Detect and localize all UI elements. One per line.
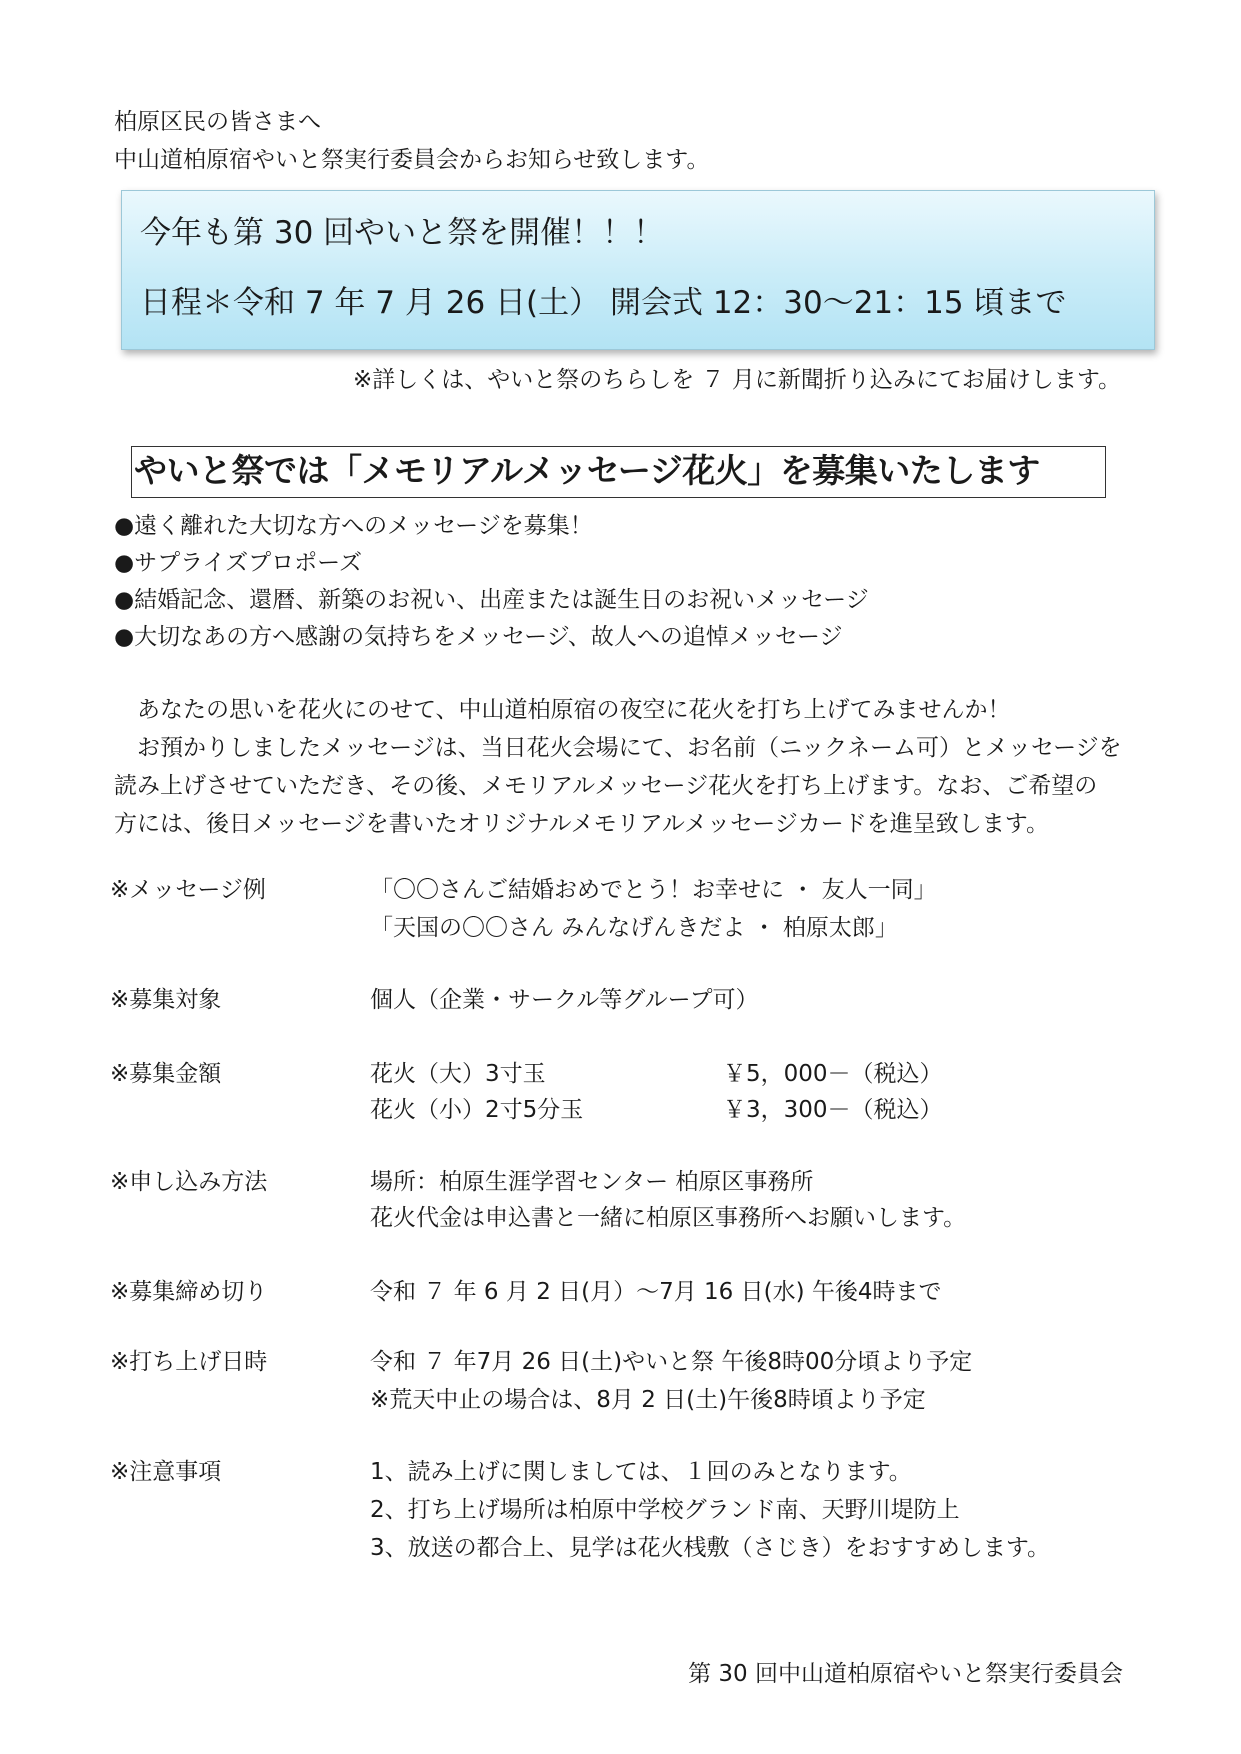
bullet-item: ●遠く離れた大切な方へのメッセージを募集！ bbox=[114, 513, 593, 539]
example-line-2: 「天国の〇〇さん みんなげんきだよ ・ 柏原太郎」 bbox=[370, 915, 898, 941]
apply-label: ※申し込み方法 bbox=[110, 1169, 268, 1195]
fee-item-large: 花火（大）3寸玉 bbox=[370, 1061, 546, 1087]
example-label: ※メッセージ例 bbox=[110, 877, 266, 903]
bullet-item: ●大切なあの方へ感謝の気持ちをメッセージ、故人への追悼メッセージ bbox=[114, 624, 843, 650]
event-banner bbox=[121, 190, 1155, 350]
notes-label: ※注意事項 bbox=[110, 1459, 222, 1485]
body-paragraph-line: お預かりしましたメッセージは、当日花火会場にて、お名前（ニックネーム可）とメッセージを bbox=[114, 735, 1122, 761]
notes-line-2: 2、打ち上げ場所は柏原中学校グランド南、天野川堤防上 bbox=[370, 1497, 960, 1523]
bullet-item: ●結婚記念、還暦、新築のお祝い、出産または誕生日のお祝いメッセージ bbox=[114, 587, 869, 613]
notes-line-1: 1、読み上げに関しましては、１回のみとなります。 bbox=[370, 1459, 912, 1485]
bullet-item: ●サプライズプロポーズ bbox=[114, 550, 362, 576]
target-label: ※募集対象 bbox=[110, 987, 222, 1013]
banner-schedule: 日程＊令和 7 年 7 月 26 日(土） 開会式 12：30～21：15 頃まで bbox=[140, 285, 1067, 321]
banner-title: 今年も第 30 回やいと祭を開催！！！ bbox=[140, 215, 665, 251]
launch-label: ※打ち上げ日時 bbox=[110, 1349, 268, 1375]
fee-price-large: ￥5，000－（税込） bbox=[723, 1061, 943, 1087]
greeting-line-1: 柏原区民の皆さまへ bbox=[114, 109, 321, 135]
apply-line-2: 花火代金は申込書と一緒に柏原区事務所へお願いします。 bbox=[370, 1205, 967, 1231]
apply-line-1: 場所：柏原生涯学習センター 柏原区事務所 bbox=[370, 1169, 814, 1195]
fee-label: ※募集金額 bbox=[110, 1061, 222, 1087]
body-paragraph-line: 読み上げさせていただき、その後、メモリアルメッセージ花火を打ち上げます。なお、ご希望の bbox=[114, 773, 1098, 799]
organizer-signature: 第 30 回中山道柏原宿やいと祭実行委員会 bbox=[688, 1661, 1123, 1687]
banner-note: ※詳しくは、やいと祭のちらしを ７ 月に新聞折り込みにてお届けします。 bbox=[352, 367, 1121, 393]
fee-item-small: 花火（小）2寸5分玉 bbox=[370, 1097, 584, 1123]
deadline-value: 令和 ７ 年 6 月 2 日(月）～7月 16 日(水) 午後4時まで bbox=[370, 1279, 942, 1305]
deadline-label: ※募集締め切り bbox=[110, 1279, 268, 1305]
fee-price-small: ￥3，300－（税込） bbox=[723, 1097, 943, 1123]
greeting-line-2: 中山道柏原宿やいと祭実行委員会からお知らせ致します。 bbox=[114, 147, 710, 173]
body-paragraph-line: 方には、後日メッセージを書いたオリジナルメモリアルメッセージカードを進呈致します。 bbox=[114, 811, 1049, 837]
launch-line-2: ※荒天中止の場合は、8月 2 日(土)午後8時頃より予定 bbox=[370, 1387, 926, 1413]
section-heading: やいと祭では「メモリアルメッセージ花火」を募集いたします bbox=[131, 446, 1106, 498]
body-paragraph-line: あなたの思いを花火にのせて、中山道柏原宿の夜空に花火を打ち上げてみませんか！ bbox=[114, 697, 1011, 723]
notes-line-3: 3、放送の都合上、見学は花火桟敷（さじき）をおすすめします。 bbox=[370, 1535, 1051, 1561]
target-value: 個人（企業・サークル等グループ可） bbox=[370, 987, 759, 1013]
launch-line-1: 令和 ７ 年7月 26 日(土)やいと祭 午後8時00分頃より予定 bbox=[370, 1349, 973, 1375]
example-line-1: 「〇〇さんご結婚おめでとう！お幸せに ・ 友人一同」 bbox=[370, 877, 937, 903]
